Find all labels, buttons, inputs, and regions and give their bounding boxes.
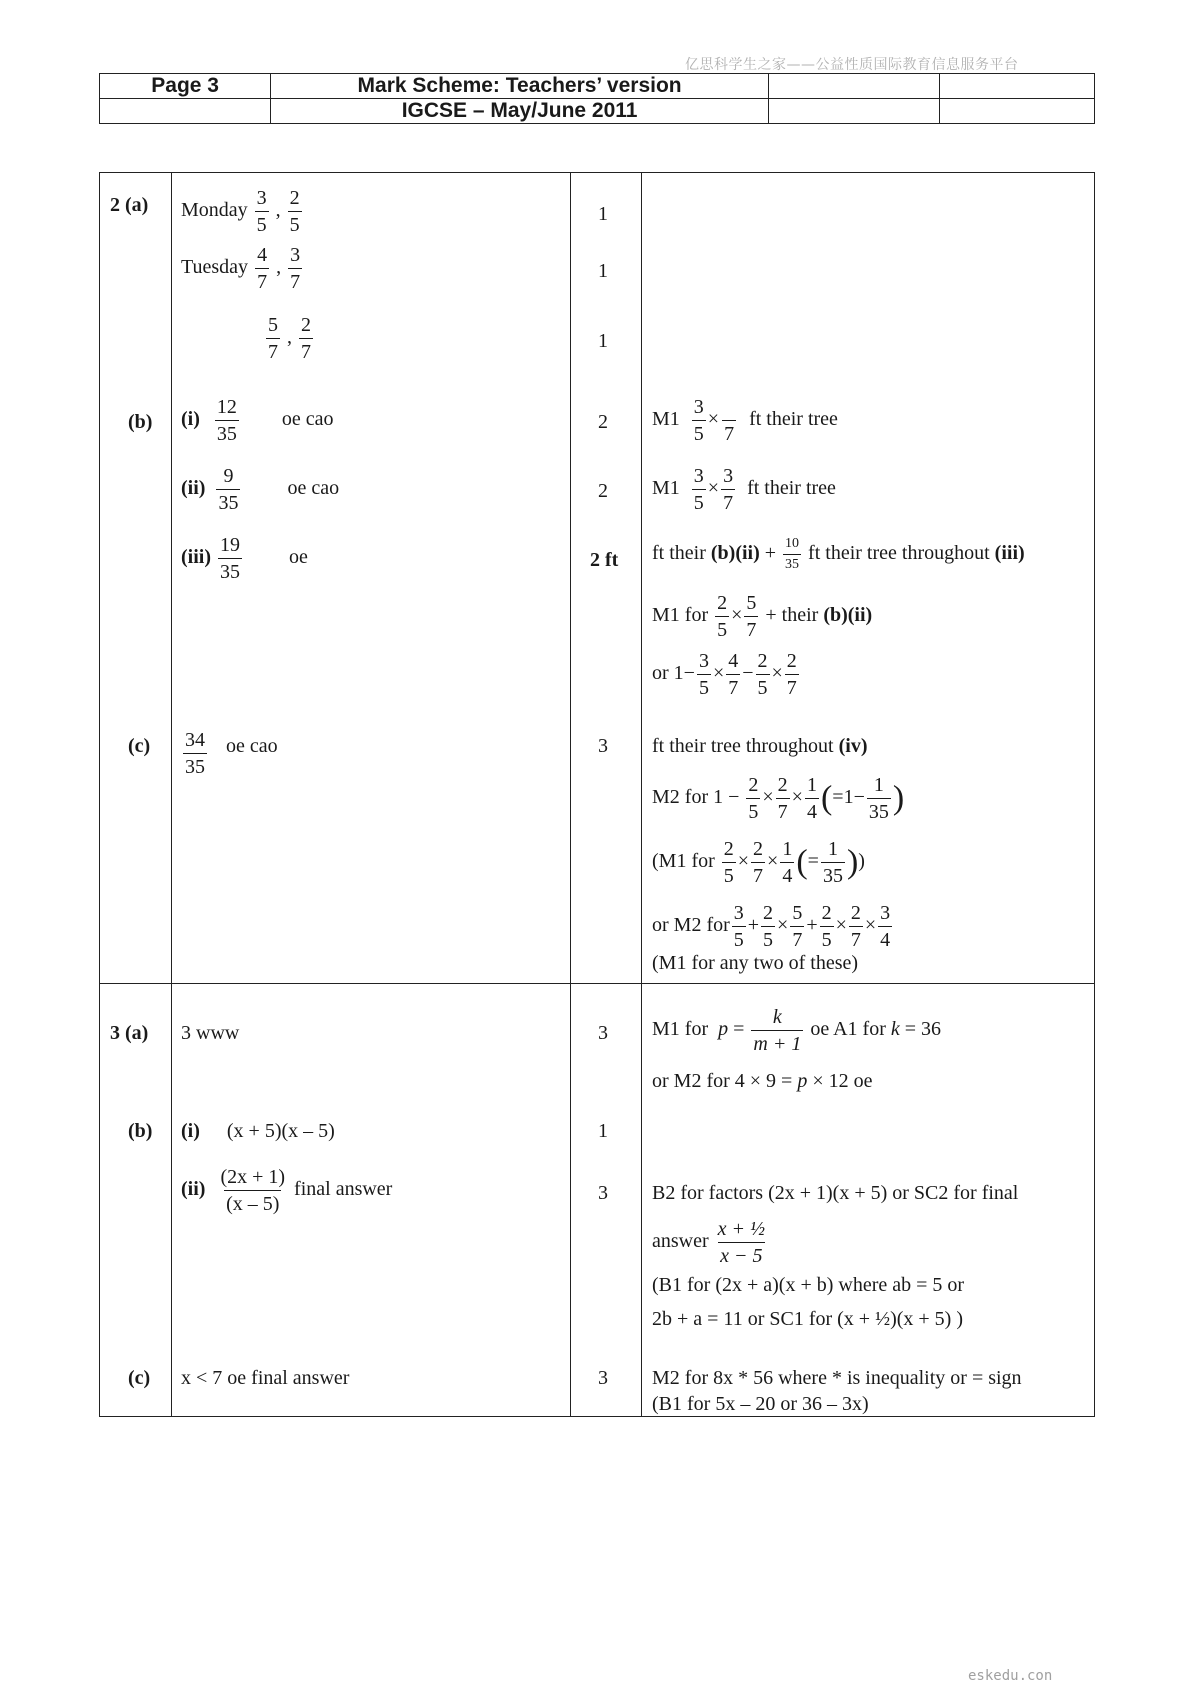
page-title: Mark Scheme: Teachers’ version bbox=[271, 74, 769, 99]
q3a-marks: 3 bbox=[598, 1022, 608, 1044]
q2b-i-answer: (i) $\frac{12}{35}$ oe cao bbox=[181, 396, 334, 445]
q2b-i-guidance: M1 $\frac{3}{5}$ × 7 ft their tree bbox=[652, 396, 838, 445]
q2c-label: (c) bbox=[128, 735, 151, 757]
q3b-ii-guidance-3: (B1 for (2x + a)(x + b) where ab = 5 or bbox=[652, 1274, 965, 1296]
exam-session: IGCSE – May/June 2011 bbox=[271, 99, 769, 124]
q3a-guidance-2: or M2 for 4 × 9 = p × 12 oe bbox=[652, 1070, 873, 1092]
q2a-row3: $\frac{5}{7}$ , $\frac{2}{7}$ bbox=[268, 314, 311, 363]
q2b-iii-marks: 2 ft bbox=[590, 549, 619, 571]
q2b-ii-guidance: M1 $\frac{3}{5}$ × $\frac{3}{7}$ ft their tree bbox=[652, 465, 836, 514]
mark-scheme-table bbox=[99, 172, 1095, 1417]
q2c-guidance-3: (M1 for $\frac{2}{5}$ × $\frac{2}{7}$ × $\frac{1}{4}$ (= $\frac{1}{35}$ )) bbox=[652, 838, 865, 887]
q3c-answer: x < 7 oe final answer bbox=[181, 1367, 350, 1389]
q2b-iii-answer: (iii) $\frac{19}{35}$ oe bbox=[181, 534, 308, 583]
watermark-top: 亿思科学生之家——公益性质国际教育信息服务平台 bbox=[685, 57, 1019, 73]
q2c-marks: 3 bbox=[598, 735, 608, 757]
q2b-i-marks: 2 bbox=[598, 411, 608, 433]
q3a-answer: 3 www bbox=[181, 1022, 240, 1044]
q3b-ii-guidance-4: 2b + a = 11 or SC1 for (x + ½)(x + 5) ) bbox=[652, 1308, 963, 1330]
q3b-ii-guidance-1: B2 for factors (2x + 1)(x + 5) or SC2 for final bbox=[652, 1182, 1019, 1204]
q3b-ii-answer: (ii) $\frac{(2x + 1)}{(x - 5)}$ final answer bbox=[181, 1166, 393, 1215]
q3-number: 3 (a) bbox=[110, 1022, 149, 1044]
q2c-guidance-5: (M1 for any two of these) bbox=[652, 952, 859, 974]
q3c-marks: 3 bbox=[598, 1367, 608, 1389]
q3b-i-marks: 1 bbox=[598, 1120, 608, 1142]
q2a-tuesday: Tuesday $\frac{4}{7}$ , $\frac{3}{7}$ bbox=[181, 244, 301, 293]
q2b-ii-answer: (ii) $\frac{9}{35}$ oe cao bbox=[181, 465, 340, 514]
q2b-iii-guidance-3: or 1− $\frac{3}{5}$ × $\frac{4}{7}$ − $\frac{2}{5}$ × $\frac{2}{7}$ bbox=[652, 650, 797, 699]
header-table bbox=[99, 73, 1095, 124]
q2-number: 2 (a) bbox=[110, 194, 149, 216]
q2b-label: (b) bbox=[128, 411, 153, 433]
watermark-bottom: eskedu.con bbox=[968, 1668, 1053, 1684]
q2b-iii-guidance-2: M1 for $\frac{2}{5}$ × $\frac{5}{7}$ + their (b)(ii) bbox=[652, 592, 873, 641]
q2b-ii-marks: 2 bbox=[598, 480, 608, 502]
q3b-i-answer: (i) (x + 5)(x – 5) bbox=[181, 1120, 335, 1142]
q2c-guidance-2: M2 for 1 − $\frac{2}{5}$ × $\frac{2}{7}$ × $\frac{1}{4}$ (=1− $\frac{1}{35}$ ) bbox=[652, 774, 905, 823]
q2c-answer: $\frac{34}{35}$ oe cao bbox=[185, 729, 278, 778]
q2c-guidance-1: ft their tree throughout (iv) bbox=[652, 735, 868, 757]
q3c-label: (c) bbox=[128, 1367, 151, 1389]
q2a-mark-1: 1 bbox=[598, 203, 608, 225]
q2c-guidance-4: or M2 for $\frac{3}{5}$ + $\frac{2}{5}$ × $\frac{5}{7}$ + $\frac{2}{5}$ × $\frac{2}{7}$ × $\frac{3}{4}$ bbox=[652, 902, 891, 951]
q3c-guidance-2: (B1 for 5x – 20 or 36 – 3x) bbox=[652, 1393, 869, 1415]
page-number: Page 3 bbox=[100, 74, 271, 99]
q2a-mark-2: 1 bbox=[598, 260, 608, 282]
q3b-label: (b) bbox=[128, 1120, 153, 1142]
q2a-monday: Monday $\frac{3}{5}$ , $\frac{2}{5}$ bbox=[181, 187, 300, 236]
q3a-guidance-1: M1 for p = $\frac{k}{m + 1}$ oe A1 for k = 36 bbox=[652, 1006, 942, 1055]
q3b-ii-marks: 3 bbox=[598, 1182, 608, 1204]
q3c-guidance-1: M2 for 8x * 56 where * is inequality or = sign bbox=[652, 1367, 1022, 1389]
q2a-mark-3: 1 bbox=[598, 330, 608, 352]
q2b-iii-guidance-1: ft their (b)(ii) + $\frac{10}{35}$ ft their tree throughout (iii) bbox=[652, 536, 1025, 572]
q3b-ii-guidance-2: answer $\frac{\text{x + ½}}{x - 5}$ bbox=[652, 1218, 766, 1267]
